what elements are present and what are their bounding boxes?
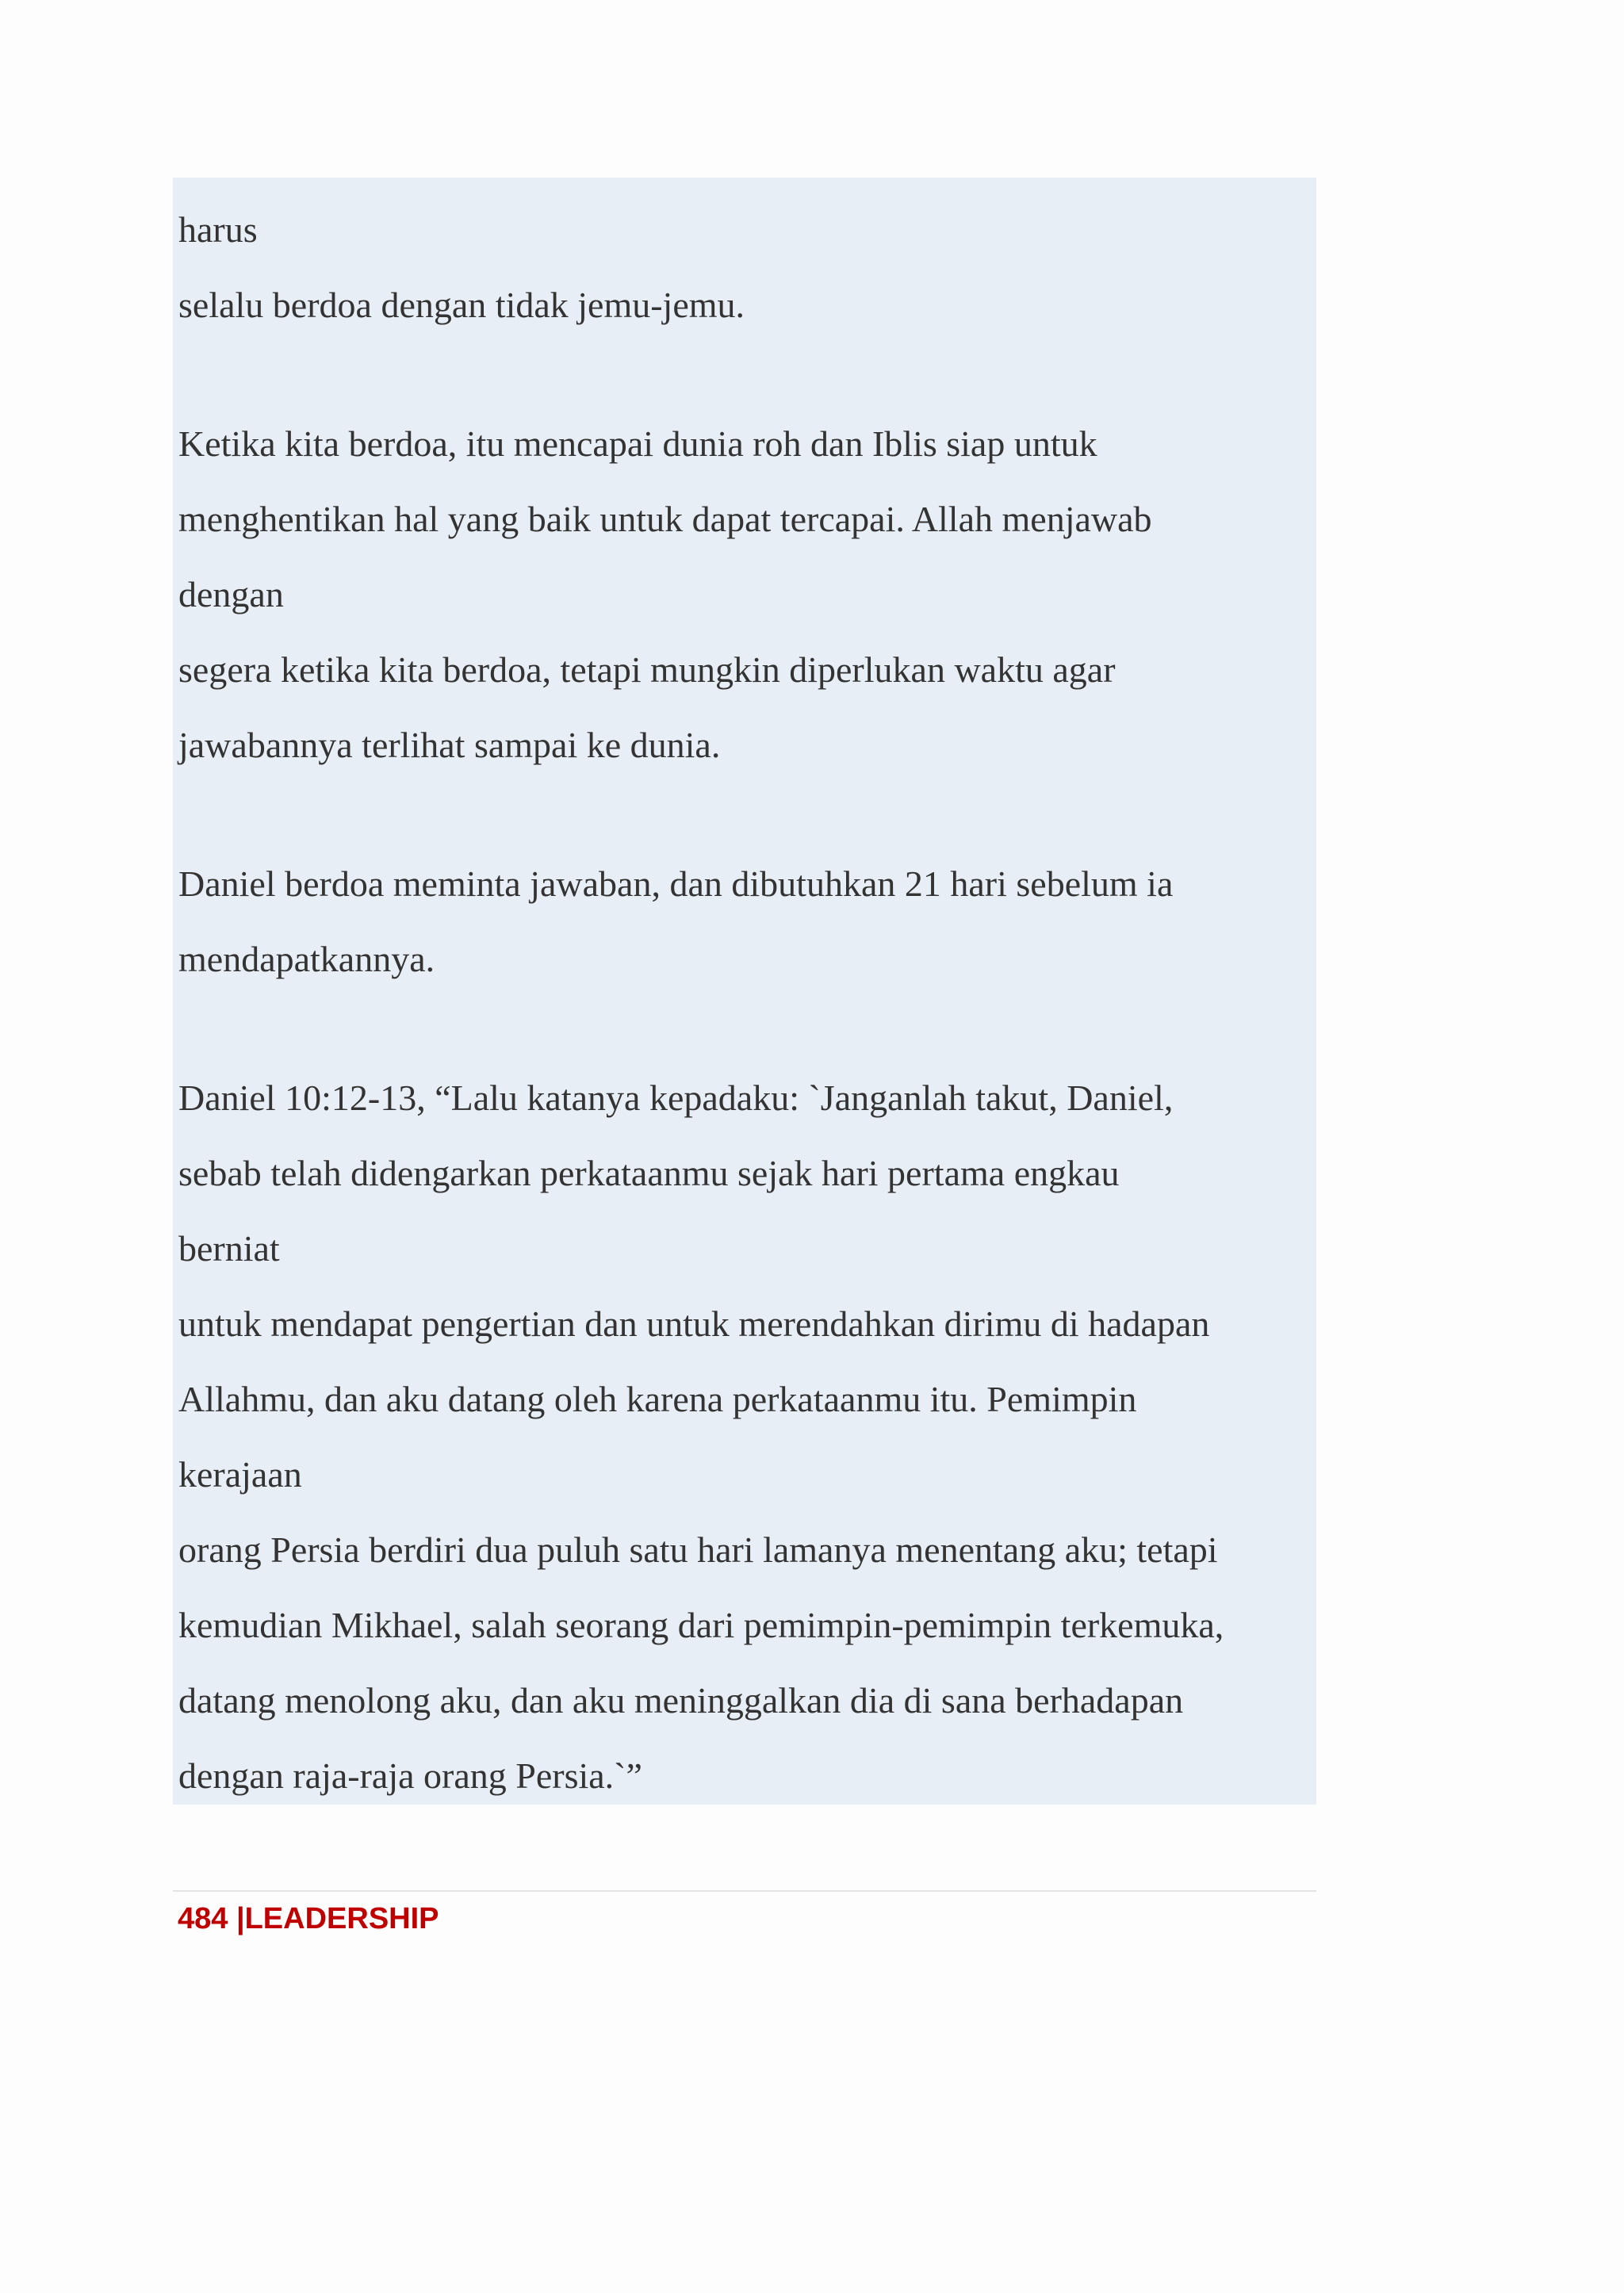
body-text-line: mendapatkannya. — [178, 939, 435, 979]
body-text-line: jawabannya terlihat sampai ke dunia. — [178, 725, 721, 765]
body-text-line: datang menolong aku, dan aku meninggalkan dia di sana berhadapan — [178, 1680, 1184, 1721]
page-footer-label: 484 |LEADERSHIP — [178, 1902, 439, 1935]
body-text-line: Daniel berdoa meminta jawaban, dan dibutuhkan 21 hari sebelum ia — [178, 863, 1174, 904]
body-text-line: orang Persia berdiri dua puluh satu hari lamanya menentang aku; tetapi — [178, 1529, 1218, 1570]
body-text-line: harus — [178, 209, 258, 250]
body-text-line: kemudian Mikhael, salah seorang dari pemimpin-pemimpin terkemuka, — [178, 1605, 1224, 1645]
body-text-line: segera ketika kita berdoa, tetapi mungkin diperlukan waktu agar — [178, 649, 1116, 690]
body-text-line: Daniel 10:12-13, “Lalu katanya kepadaku: `Janganlah takut, Daniel, — [178, 1078, 1174, 1118]
body-text-line: selalu berdoa dengan tidak jemu-jemu. — [178, 285, 745, 325]
body-text-line: kerajaan — [178, 1454, 302, 1495]
body-text-line: berniat — [178, 1228, 280, 1269]
body-text-line: dengan — [178, 574, 284, 614]
body-text-line: dengan raja-raja orang Persia.`” — [178, 1755, 642, 1796]
body-text-line: Allahmu, dan aku datang oleh karena perkataanmu itu. Pemimpin — [178, 1379, 1137, 1419]
body-text-line: menghentikan hal yang baik untuk dapat tercapai. Allah menjawab — [178, 499, 1152, 539]
body-text-line: Ketika kita berdoa, itu mencapai dunia roh dan Iblis siap untuk — [178, 423, 1097, 464]
footer-divider — [173, 1890, 1316, 1892]
body-text-line: sebab telah didengarkan perkataanmu sejak hari pertama engkau — [178, 1153, 1120, 1193]
body-text-line: untuk mendapat pengertian dan untuk merendahkan dirimu di hadapan — [178, 1303, 1210, 1344]
